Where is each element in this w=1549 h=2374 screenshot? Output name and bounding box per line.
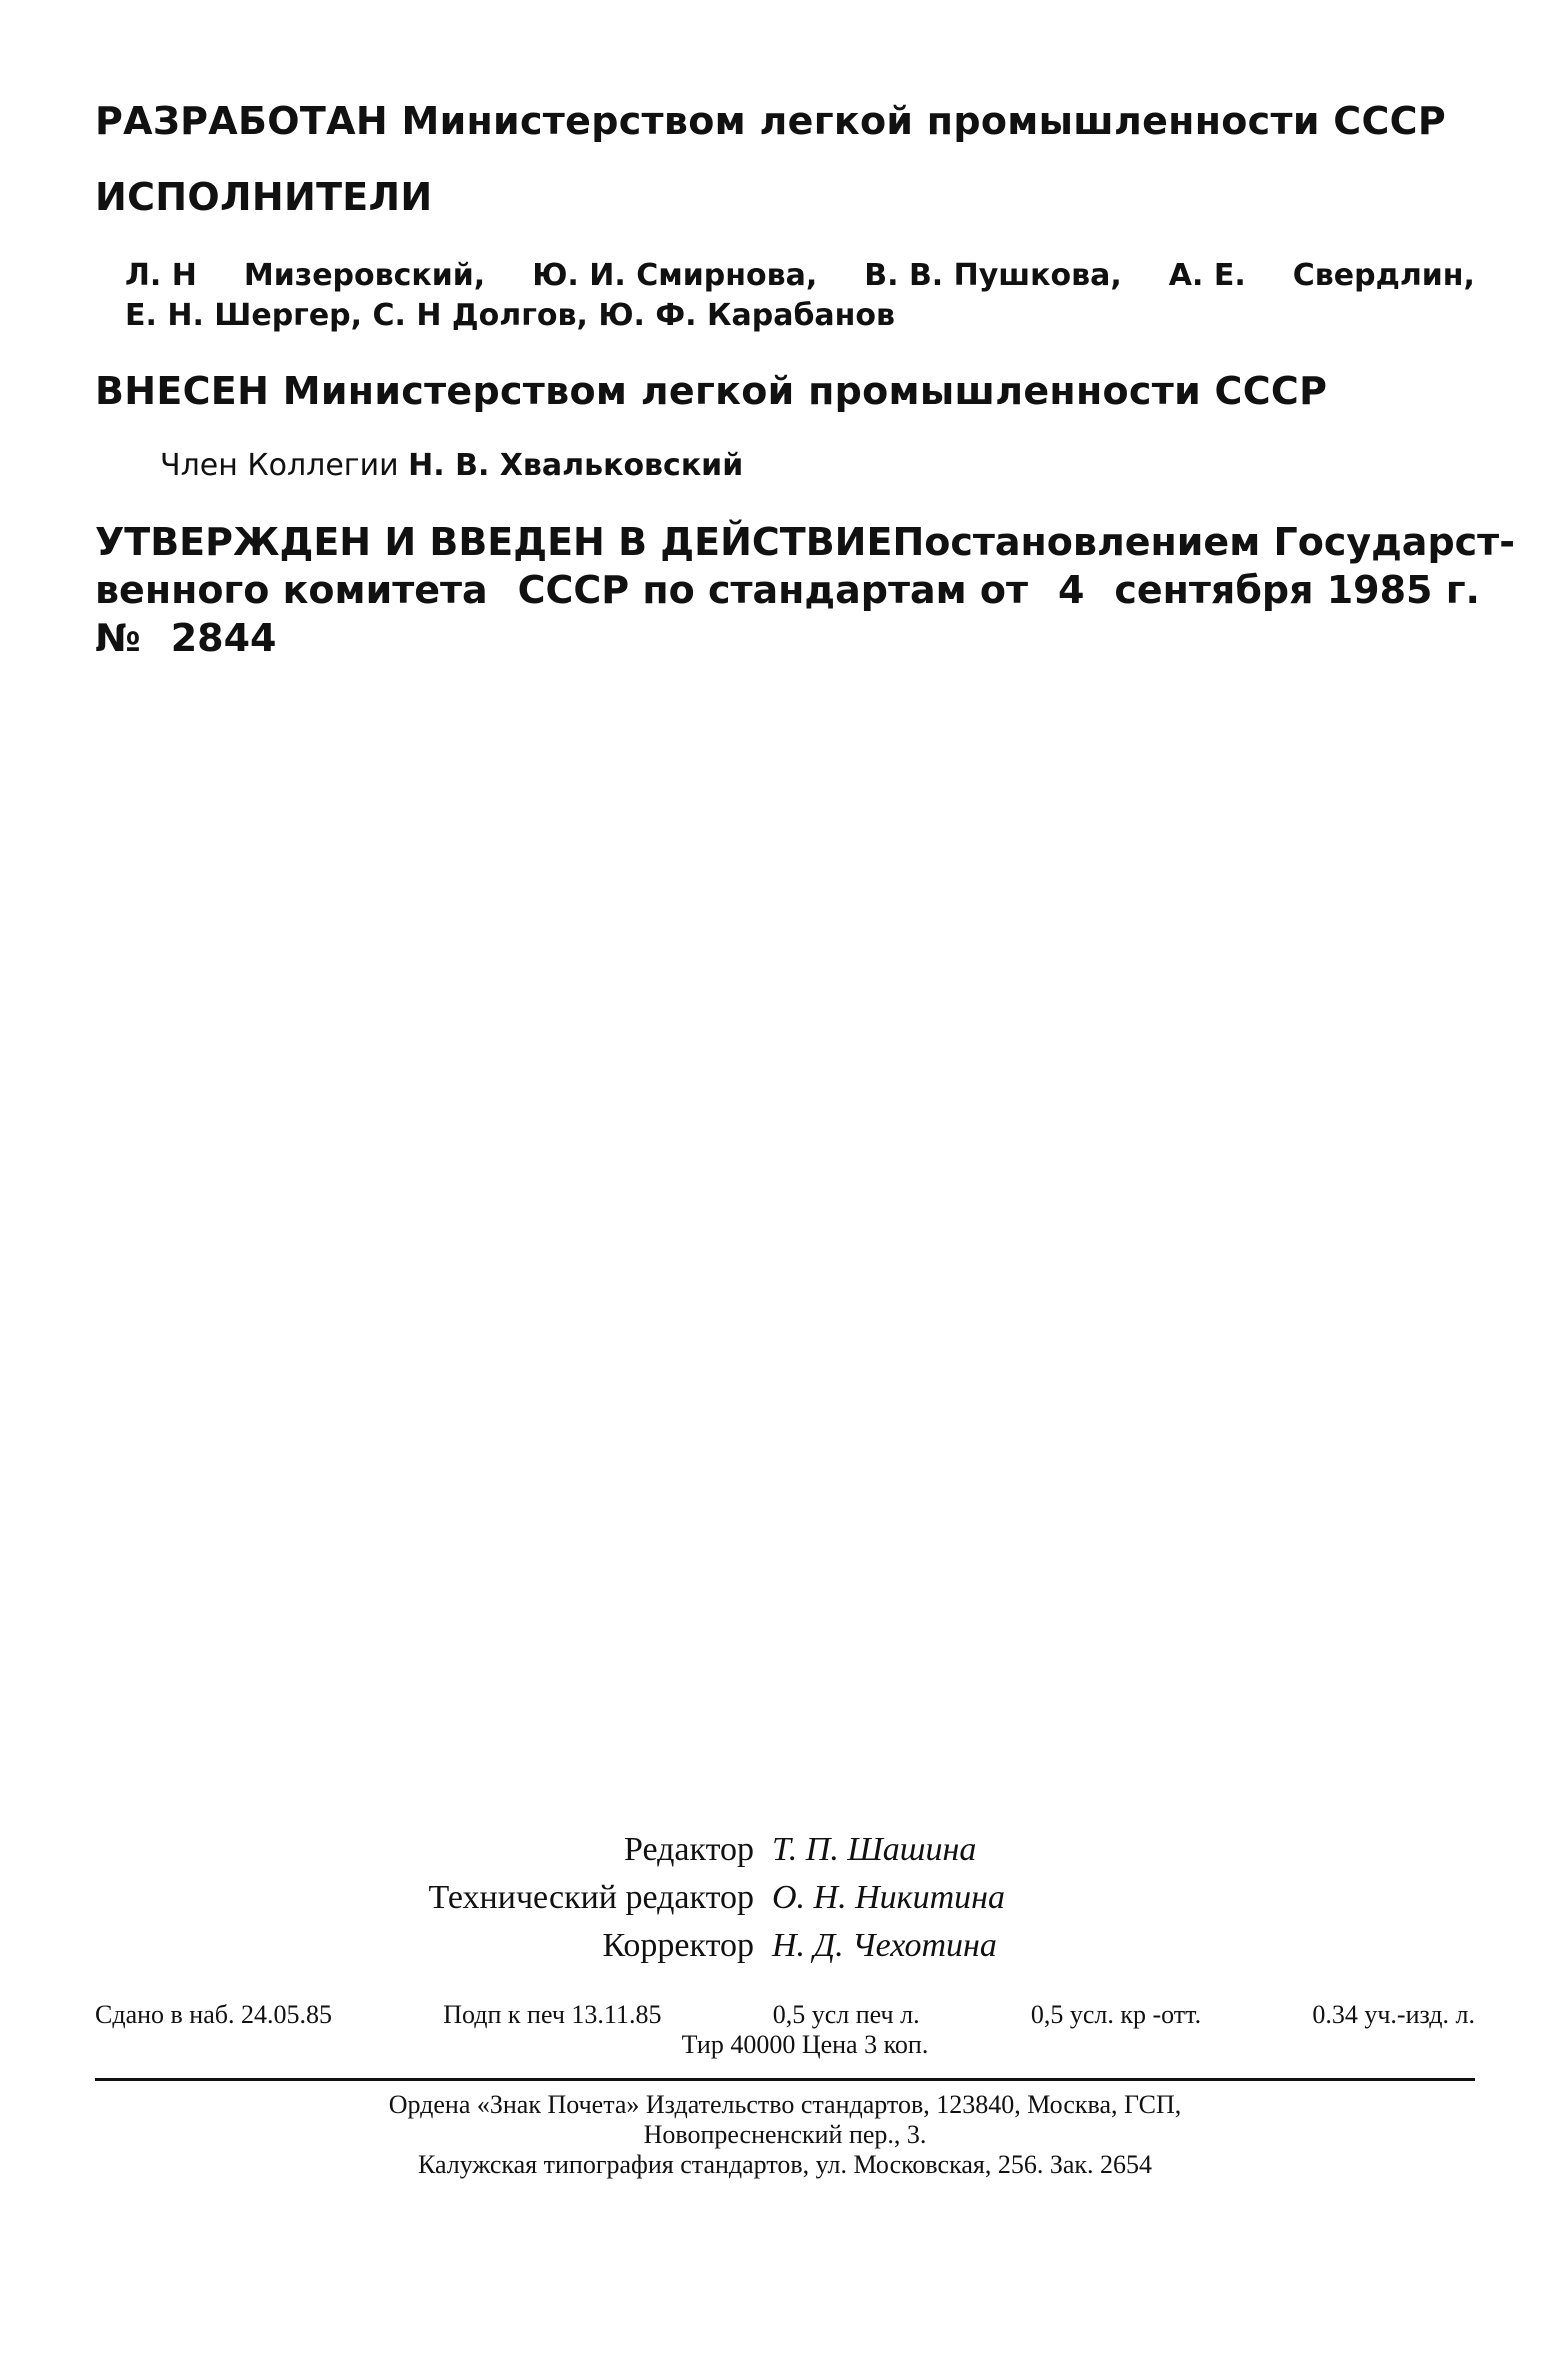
editor-row xyxy=(0,1922,1549,1970)
developed-label: РАЗРАБОТАН xyxy=(95,99,388,143)
editors-block xyxy=(0,1826,1549,1970)
member-name: Н. В. Хвальковский xyxy=(408,448,744,483)
imprint-block xyxy=(95,2000,1475,2060)
introduced-text: Министерством легкой промышленности СССР xyxy=(282,369,1328,413)
resolution-number: 2844 xyxy=(170,616,277,660)
executors-line-1 xyxy=(125,256,1475,296)
editor-role: Корректор xyxy=(602,1927,754,1964)
imprint-part: 0,5 усл печ л. xyxy=(772,2000,920,2029)
editor-row xyxy=(0,1826,1549,1874)
approved-part: сентября 1985 г. xyxy=(1114,568,1480,612)
publisher-line: Калужская типография стандартов, ул. Московская, 256. Зак. 2654 xyxy=(417,2150,1153,2179)
number-sign: № xyxy=(95,616,141,660)
executor-part: Свердлин, xyxy=(1292,258,1475,293)
editor-row xyxy=(0,1874,1549,1922)
publisher-line: Новопресненский пер., 3. xyxy=(643,2120,927,2149)
imprint-part: 0,5 усл. кр -отт. xyxy=(1030,2000,1202,2029)
board-member xyxy=(160,446,743,486)
executors-line-2: Е. Н. Шергер, С. Н Долгов, Ю. Ф. Карабанов xyxy=(125,298,895,333)
editor-name: Н. Д. Чехотина xyxy=(772,1927,997,1964)
approved-label: УТВЕРЖДЕН И ВВЕДЕН В ДЕЙСТВИЕ xyxy=(95,520,893,564)
publisher-line: Ордена «Знак Почета» Издательство стандартов, 123840, Москва, ГСП, xyxy=(388,2090,1182,2119)
executors-heading: ИСПОЛНИТЕЛИ xyxy=(95,175,433,219)
imprint-part: Сдано в наб. 24.05.85 xyxy=(95,2000,332,2029)
approved-row-3 xyxy=(95,614,1480,662)
executor-part: А. Е. xyxy=(1168,258,1246,293)
approved-part: венного комитета xyxy=(95,568,488,612)
imprint-line-1 xyxy=(95,2000,1475,2030)
executors-list xyxy=(125,256,1475,336)
member-role: Член Коллегии xyxy=(160,448,399,483)
approved-row1-rest: Постановлением Государст- xyxy=(892,520,1515,564)
approved-statement xyxy=(95,518,1515,662)
editor-role: Редактор xyxy=(624,1831,754,1868)
introduced-label: ВНЕСЕН xyxy=(95,369,270,413)
publisher-block xyxy=(95,2090,1475,2180)
imprint-part: Подп к печ 13.11.85 xyxy=(443,2000,662,2029)
approved-row-2 xyxy=(95,566,1480,614)
divider xyxy=(95,2078,1475,2081)
editor-role: Технический редактор xyxy=(428,1879,754,1916)
executor-part: Ю. И. Смирнова, xyxy=(532,258,818,293)
developed-text: Министерством легкой промышленности СССР xyxy=(401,99,1446,143)
approved-row-1 xyxy=(95,518,1515,566)
developed-heading xyxy=(95,98,1446,144)
editor-name: О. Н. Никитина xyxy=(772,1879,1005,1916)
approved-part: 4 xyxy=(1057,568,1085,612)
executor-part: В. В. Пушкова, xyxy=(864,258,1122,293)
executor-part: Мизеровский, xyxy=(243,258,486,293)
imprint-line-2: Тир 40000 Цена 3 коп. xyxy=(681,2030,929,2059)
editor-name: Т. П. Шашина xyxy=(772,1831,977,1868)
approved-part: СССР по стандартам от xyxy=(517,568,1029,612)
introduced-heading xyxy=(95,368,1327,414)
imprint-part: 0.34 уч.-изд. л. xyxy=(1312,2000,1475,2029)
executor-part: Л. Н xyxy=(125,258,197,293)
